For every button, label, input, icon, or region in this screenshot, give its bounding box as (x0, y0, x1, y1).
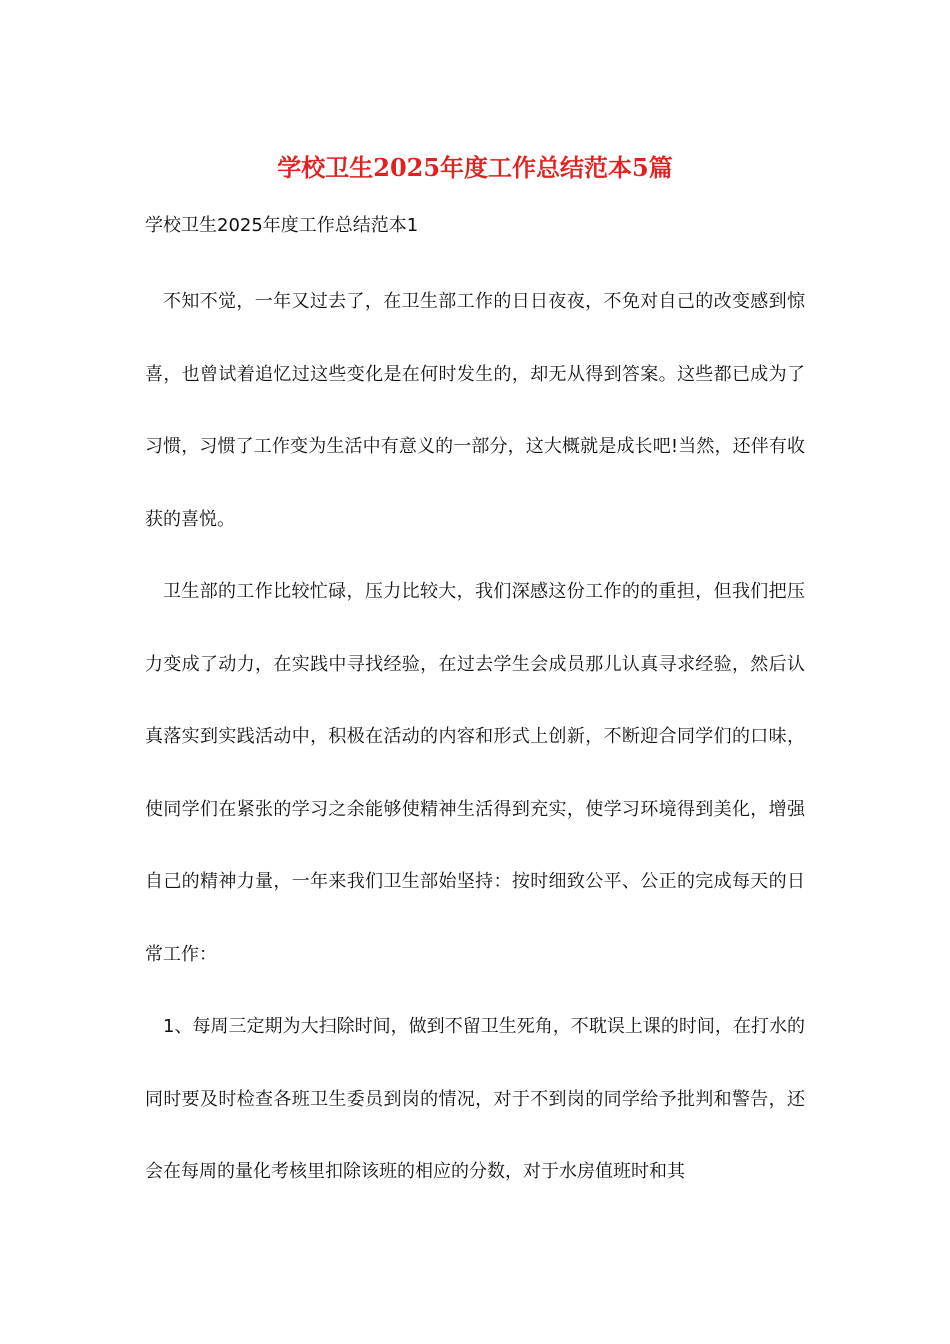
document-subtitle: 学校卫生2025年度工作总结范本1 (145, 215, 419, 236)
document-title: 学校卫生2025年度工作总结范本5篇 (277, 153, 673, 182)
body-paragraph-1: 不知不觉，一年又过去了，在卫生部工作的日日夜夜，不免对自己的改变感到惊喜，也曾试着追忆过这些变化是在何时发生的，却无从得到答案。这些都已成为了习惯，习惯了工作变为生活中有意义的一部分，这大概就是成长吧!当然，还伴有收获的喜悦。 (145, 291, 805, 530)
body-paragraph-3: 1、每周三定期为大扫除时间，做到不留卫生死角，不耽误上课的时间，在打水的同时要及时检查各班卫生委员到岗的情况，对于不到岗的同学给予批判和警告，还会在每周的量化考核里扣除该班的相应的分数，对于水房值班时和其 (145, 1016, 805, 1182)
body-paragraph-2: 卫生部的工作比较忙碌，压力比较大，我们深感这份工作的的重担，但我们把压力变成了动力，在实践中寻找经验，在过去学生会成员那儿认真寻求经验，然后认真落实到实践活动中，积极在活动的内容和形式上创新，不断迎合同学们的口味，使同学们在紧张的学习之余能够使精神生活得到充实，使学习环境得到美化，增强自己的精神力量，一年来我们卫生部始坚持：按时细致公平、公正的完成每天的日常工作： (145, 581, 805, 965)
document-body (145, 266, 805, 1209)
